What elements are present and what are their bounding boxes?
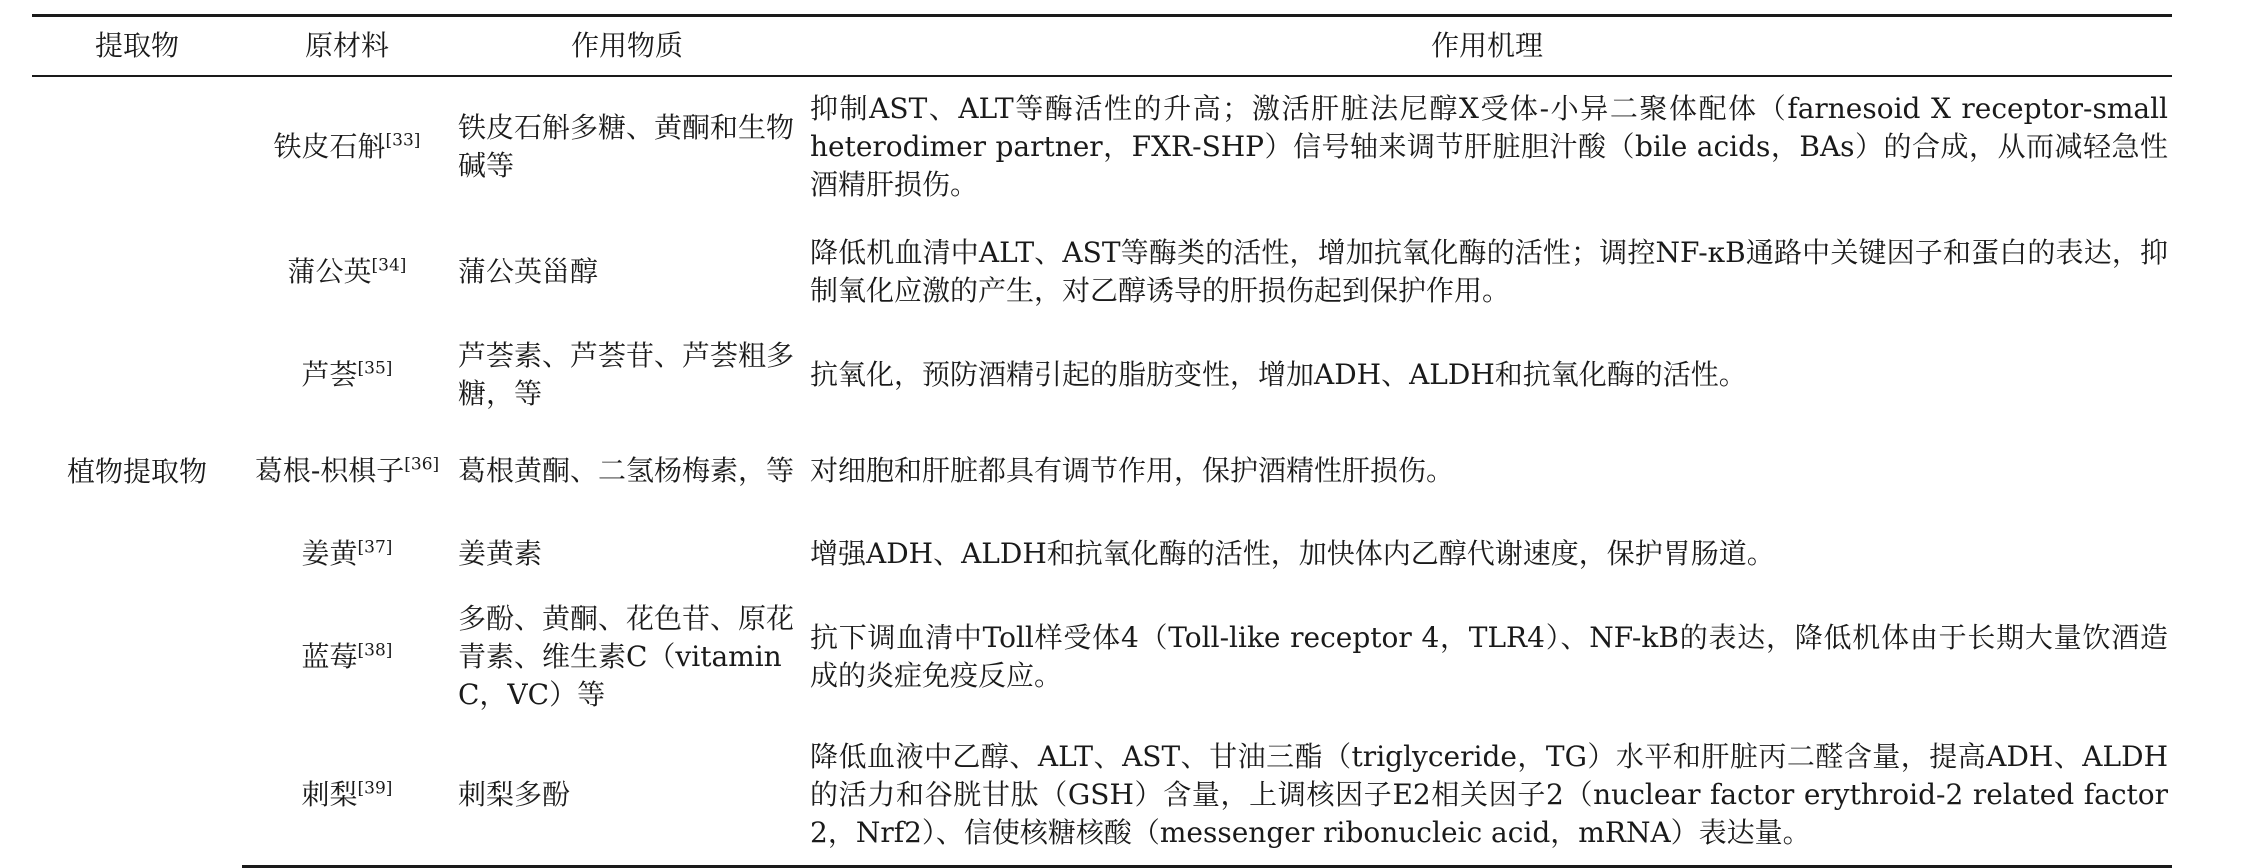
substance-cell: 蒲公英甾醇 bbox=[458, 255, 599, 288]
material-name: 芦荟 bbox=[301, 358, 358, 391]
material-cell bbox=[242, 519, 452, 589]
substance-cell: 刺梨多酚 bbox=[452, 725, 802, 867]
mechanism-cell: 抑制AST、ALT等酶活性的升高；激活肝脏法尼醇X受体-小异二聚体配体（farnesoid X receptor-small heterodimer partner，FXR-SHP）信号轴来调节肝脏胆汁酸（bile acids，BAs）的合成，从而减轻急性酒精肝损伤。 bbox=[810, 92, 2168, 201]
reference-marker: [34] bbox=[371, 255, 407, 276]
mechanism-cell: 降低机血清中ALT、AST等酶类的活性，增加抗氧化酶的活性；调控NF-κB通路中关键因子和蛋白的表达，抑制氧化应激的产生，对乙醇诱导的肝损伤起到保护作用。 bbox=[810, 236, 2168, 307]
table-row bbox=[32, 423, 2172, 519]
substance-cell: 多酚、黄酮、花色苷、原花青素、维生素C（vitamin C，VC）等 bbox=[458, 602, 795, 711]
table-header bbox=[32, 16, 2172, 77]
reference-marker: [33] bbox=[385, 130, 421, 151]
table-row bbox=[32, 327, 2172, 423]
mechanism-table-container bbox=[32, 14, 2172, 868]
reference-marker: [38] bbox=[357, 640, 393, 661]
reference-marker: [35] bbox=[357, 358, 393, 379]
header-raw-material: 原材料 bbox=[242, 16, 452, 77]
substance-cell: 铁皮石斛多糖、黄酮和生物碱等 bbox=[458, 111, 795, 182]
material-name: 姜黄 bbox=[301, 537, 358, 570]
material-cell bbox=[242, 725, 452, 867]
header-active-substance: 作用物质 bbox=[452, 16, 802, 77]
category-cell: 植物提取物 bbox=[66, 454, 207, 488]
substance-cell: 葛根黄酮、二氢杨梅素，等 bbox=[458, 454, 795, 487]
table-row bbox=[32, 589, 2172, 725]
material-name: 蒲公英 bbox=[287, 255, 372, 288]
table-row bbox=[32, 725, 2172, 867]
reference-marker: [39] bbox=[357, 778, 393, 799]
table-body bbox=[32, 76, 2172, 867]
header-row bbox=[32, 16, 2172, 77]
header-extract: 提取物 bbox=[32, 16, 242, 77]
material-cell bbox=[242, 327, 452, 423]
mechanism-cell: 抗氧化，预防酒精引起的脂肪变性，增加ADH、ALDH和抗氧化酶的活性。 bbox=[810, 358, 1747, 391]
table-row bbox=[32, 519, 2172, 589]
table-row bbox=[32, 76, 2172, 217]
reference-marker: [37] bbox=[357, 537, 393, 558]
table-row bbox=[32, 217, 2172, 327]
material-name: 葛根-枳椇子 bbox=[254, 454, 405, 487]
reference-marker: [36] bbox=[404, 454, 440, 475]
mechanism-table bbox=[32, 14, 2172, 868]
substance-cell: 姜黄素 bbox=[458, 537, 543, 570]
mechanism-cell: 降低血液中乙醇、ALT、AST、甘油三酯（triglyceride，TG）水平和肝脏丙二醛含量，提高ADH、ALDH的活力和谷胱甘肽（GSH）含量，上调核因子E2相关因子2（nuclear factor erythroid-2 related factor 2，Nrf2）、信使核糖核酸（messenger ribonucleic acid，mRNA）表达量。 bbox=[802, 725, 2172, 867]
header-mechanism: 作用机理 bbox=[802, 16, 2172, 77]
mechanism-cell: 抗下调血清中Toll样受体4（Toll-like receptor 4，TLR4）、NF-kB的表达，降低机体由于长期大量饮酒造成的炎症免疫反应。 bbox=[810, 621, 2168, 692]
material-name: 刺梨 bbox=[301, 778, 358, 811]
mechanism-cell: 增强ADH、ALDH和抗氧化酶的活性，加快体内乙醇代谢速度，保护胃肠道。 bbox=[810, 537, 1775, 570]
material-cell bbox=[242, 423, 452, 519]
material-cell bbox=[242, 217, 452, 327]
material-cell bbox=[242, 589, 452, 725]
material-cell bbox=[242, 76, 452, 217]
material-name: 铁皮石斛 bbox=[273, 130, 386, 163]
material-name: 蓝莓 bbox=[301, 640, 358, 673]
substance-cell: 芦荟素、芦荟苷、芦荟粗多糖，等 bbox=[458, 339, 795, 410]
mechanism-cell: 对细胞和肝脏都具有调节作用，保护酒精性肝损伤。 bbox=[810, 454, 1455, 487]
